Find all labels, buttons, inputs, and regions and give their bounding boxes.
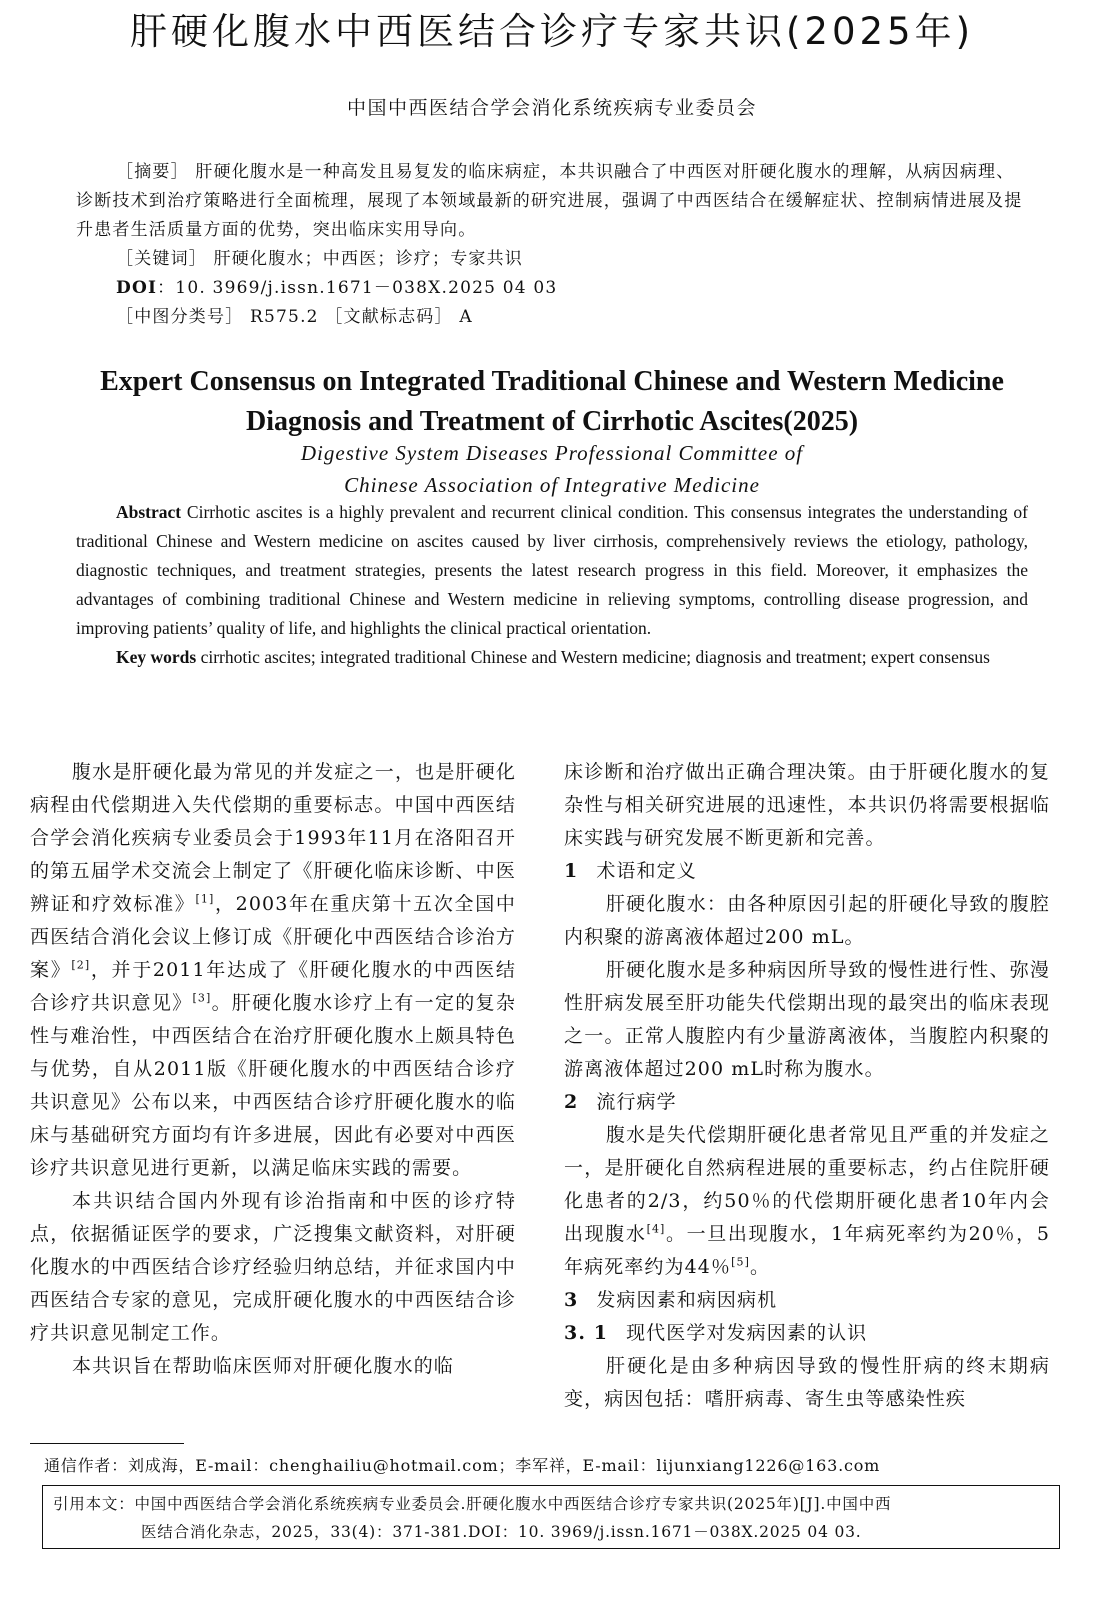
body-column-left: [30, 756, 516, 1383]
section-heading-3: 3 发病因素和病因病机: [564, 1289, 778, 1311]
reference-marker[interactable]: [4]: [646, 1222, 666, 1236]
section-heading-1: 1 术语和定义: [564, 860, 697, 882]
reference-marker[interactable]: [1]: [195, 892, 215, 906]
chinese-abstract: [76, 158, 1028, 245]
body-column-right: [564, 756, 1050, 1416]
paragraph: 本共识结合国内外现有诊治指南和中医的诊疗特点，依据循证医学的要求，广泛搜集文献资料，对肝硬化腹水的中西医结合诊疗经验归纳总结，并征求国内中西医结合专家的意见，完成肝硬化腹水的中西医结合诊疗共识意见制定工作。: [30, 1190, 516, 1344]
doi-line: DOI：10. 3969/j.issn.1671－038X.2025 04 03: [116, 278, 558, 298]
reference-marker[interactable]: [2]: [71, 958, 91, 972]
reference-marker[interactable]: [5]: [731, 1255, 750, 1269]
corresponding-author-footnote: 通信作者：刘成海，E-mail：chenghailiu@hotmail.com；李军祥，E-mail：lijunxiang1226@163.com: [44, 1456, 881, 1475]
paragraph: 腹水是肝硬化最为常见的并发症之一，也是肝硬化病程由代偿期进入失代偿期的重要标志。中国中西医结合学会消化疾病专业委员会于1993年11月在洛阳召开的第五届学术交流会上制定了《肝硬化临床诊断、中医辨证和疗效标准》[1]，2003年在重庆第十五次全国中西医结合消化会议上修订成《肝硬化中西医结合诊治方案》[2]，并于2011年达成了《肝硬化腹水的中西医结合诊疗共识意见》[3]。肝硬化腹水诊疗上有一定的复杂性与难治性，中西医结合在治疗肝硬化腹水上颇具特色与优势，自从2011版《肝硬化腹水的中西医结合诊疗共识意见》公布以来，中西医结合诊疗肝硬化腹水的临床与基础研究方面均有许多进展，因此有必要对中西医诊疗共识意见进行更新，以满足临床实践的需要。: [30, 761, 517, 1179]
citation-line-1: 引用本文：中国中西医结合学会消化系统疾病专业委员会.肝硬化腹水中西医结合诊疗专家共识(2025年)[J].中国中西: [53, 1495, 892, 1513]
abstract-text: 肝硬化腹水是一种高发且易复发的临床病症，本共识融合了中西医对肝硬化腹水的理解，从病因病理、诊断技术到治疗策略进行全面梳理，展现了本领域最新的研究进展，强调了中西医结合在缓解症状、控制病情进展及提升患者生活质量方面的优势，突出临床实用导向。: [76, 162, 1023, 240]
citation-box: [42, 1485, 1060, 1549]
abstract-label: ［摘要］: [116, 162, 189, 182]
english-abstract: Abstract Cirrhotic ascites is a highly prevalent and recurrent clinical condition. This consensus integrates the understanding of traditional Chinese and Western medicine on ascites caused by liver cirrhosis, comprehensively reviews the etiology, pathology, diagnostic techniques, and treatment strategies, presents the latest research progress in this field. Moreover, it emphasizes the advantages of combining traditional Chinese and Western medicine in relieving symptoms, controlling disease progression, and improving patients’ quality of life, and highlights the clinical practical orientation.: [76, 502, 1028, 638]
english-keywords: Key words cirrhotic ascites; integrated traditional Chinese and Western medicine; diagnosis and treatment; expert consensus: [116, 647, 990, 667]
author-organization: 中国中西医结合学会消化系统疾病专业委员会: [346, 97, 757, 119]
paragraph: 肝硬化腹水：由各种原因引起的肝硬化导致的腹腔内积聚的游离液体超过200 mL。: [564, 893, 1050, 948]
paragraph: 肝硬化是由多种病因导致的慢性肝病的终末期病变，病因包括：嗜肝病毒、寄生虫等感染性疾: [564, 1355, 1050, 1410]
english-abstract-block: [76, 498, 1028, 672]
footnote-divider: [30, 1443, 184, 1444]
english-organization: Digestive System Diseases Professional Committee of Chinese Association of Integrative Medicine: [300, 441, 804, 497]
paragraph: 肝硬化腹水是多种病因所导致的慢性进行性、弥漫性肝病发展至肝功能失代偿期出现的最突出的临床表现之一。正常人腹腔内有少量游离液体，当腹腔内积聚的游离液体超过200 mL时称为腹水。: [564, 959, 1050, 1080]
section-heading-2: 2 流行病学: [564, 1091, 677, 1113]
chinese-abstract-block: [76, 158, 1028, 332]
page-title: 肝硬化腹水中西医结合诊疗专家共识(2025年): [129, 10, 975, 53]
english-title: Expert Consensus on Integrated Traditional Chinese and Western Medicine Diagnosis and Treatment of Cirrhotic Ascites(2025): [100, 366, 1004, 437]
paragraph: 床诊断和治疗做出正确合理决策。由于肝硬化腹水的复杂性与相关研究进展的迅速性，本共识仍将需要根据临床实践与研究发展不断更新和完善。: [564, 761, 1050, 849]
classification-line: ［中图分类号］ R575.2 ［文献标志码］ A: [116, 307, 473, 327]
section-heading-3-1: 3. 1 现代医学对发病因素的认识: [564, 1322, 868, 1344]
chinese-keywords: ［关键词］ 肝硬化腹水；中西医；诊疗；专家共识: [116, 249, 524, 269]
reference-marker[interactable]: [3]: [192, 991, 212, 1005]
paragraph: 腹水是失代偿期肝硬化患者常见且严重的并发症之一，是肝硬化自然病程进展的重要标志，约占住院肝硬化患者的2/3，约50％的代偿期肝硬化患者10年内会出现腹水[4]。一旦出现腹水，1年病死率约为20％，5年病死率约为44％[5]。: [564, 1124, 1051, 1278]
citation-line-2: 医结合消化杂志，2025，33(4)：371-381.DOI：10. 3969/j.issn.1671－038X.2025 04 03.: [141, 1523, 862, 1541]
paragraph: 本共识旨在帮助临床医师对肝硬化腹水的临: [72, 1355, 454, 1377]
